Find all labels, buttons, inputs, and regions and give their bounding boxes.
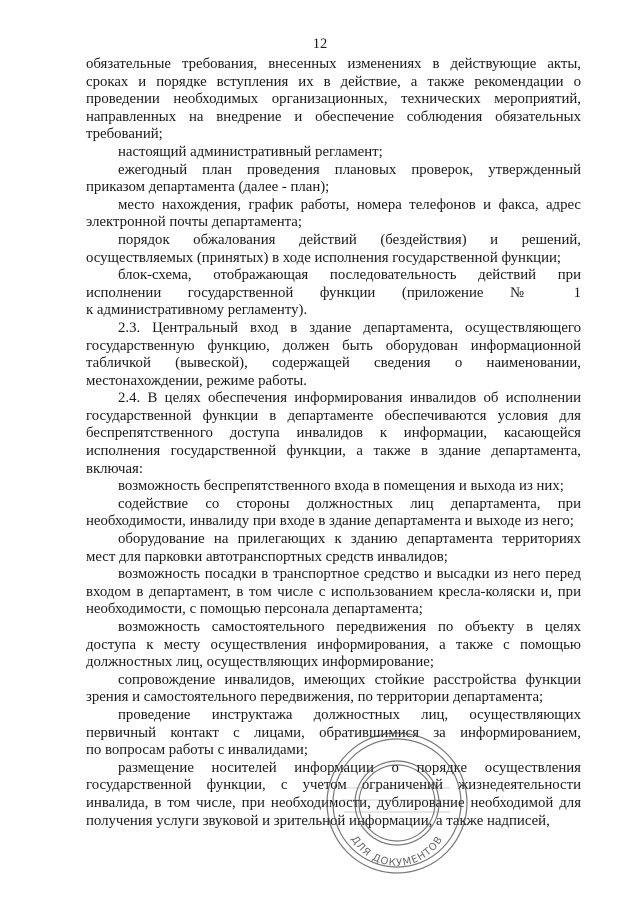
text-line: входом в департамент, в том числе с использованием кресла-коляски и, при (86, 583, 581, 600)
official-stamp-icon (322, 728, 472, 878)
text-line: должностных лиц, осуществляющих информирование; (86, 654, 434, 671)
text-line: к административному регламенту). (86, 302, 308, 319)
text-line: порядок обжалования действий (бездействия) и решений, (118, 231, 581, 248)
text-line: содействие со стороны должностных лиц департамента, при (118, 495, 581, 512)
text-line: беспрепятственного доступа инвалидов к информации, касающейся (86, 425, 581, 442)
text-line: направленных на внедрение и обеспечение соблюдения обязательных (86, 108, 581, 125)
text-line: ежегодный план проведения плановых проверок, утвержденный (118, 161, 581, 178)
text-line: получения услуги звуковой и зрительной информации, а также надписей, (86, 812, 550, 829)
text-line: 2.3. Центральный вход в здание департамента, осуществляющего (118, 319, 581, 336)
page-number: 12 (312, 36, 328, 52)
text-line: возможность беспрепятственного входа в помещения и выхода из них; (118, 478, 564, 495)
text-line: государственной функции, с учетом ограничений жизнедеятельности (86, 777, 581, 794)
text-line: электронной почты департамента; (86, 214, 302, 231)
text-line: приказом департамента (далее - план); (86, 179, 330, 196)
text-line: место нахождения, график работы, номера телефонов и факса, адрес (118, 196, 581, 213)
text-line: настоящий административный регламент; (118, 143, 383, 160)
text-line: исполнении государственной функции (приложение № 1 (86, 284, 581, 301)
text-line: проведении необходимых организационных, технических мероприятий, (86, 91, 581, 108)
text-line: требований; (86, 126, 163, 143)
text-line: государственную функцию, должен быть оборудован информационной (86, 337, 581, 354)
text-line: необходимости, с помощью персонала департамента; (86, 601, 423, 618)
text-line: сопровождение инвалидов, имеющих стойкие расстройства функции (118, 671, 581, 688)
text-line: включая: (86, 460, 143, 477)
text-line: мест для парковки автотранспортных средств инвалидов; (86, 548, 448, 565)
text-line: размещение носителей информации о порядке осуществления (118, 759, 581, 776)
text-line: блок-схема, отображающая последовательность действий при (118, 267, 581, 284)
svg-text:ДЛЯ ДОКУМЕНТОВ: ДЛЯ ДОКУМЕНТОВ (348, 834, 446, 869)
text-line: проведение инструктажа должностных лиц, осуществляющих (118, 706, 581, 723)
text-line: возможность самостоятельного передвижения по объекту в целях (118, 619, 581, 635)
text-line: возможность посадки в транспортное средство и высадки из него перед (118, 566, 581, 583)
text-line: сроках и порядке вступления их в действие, а также рекомендации о (86, 73, 581, 90)
text-line: инвалида, в том числе, при необходимости, дублирование необходимой для (86, 794, 581, 811)
text-line: доступа к месту осуществления информирования, а также с помощью (86, 636, 581, 653)
text-line: зрения и самостоятельного передвижения, по территории департамента; (86, 689, 544, 706)
text-line: местонахождении, режиме работы. (86, 372, 307, 389)
text-line: оборудование на прилегающих к зданию департамента территориях (118, 531, 581, 548)
text-line: первичный контакт с лицами, обратившимися за информированием, (86, 724, 581, 741)
text-line: необходимости, инвалиду при входе в здание департамента и выходе из него; (86, 513, 574, 530)
text-line: 2.4. В целях обеспечения информирования инвалидов об исполнении (118, 390, 581, 407)
text-line: исполнения государственной функции, а также в здание департамента, (86, 443, 581, 460)
text-line: табличкой (вывеской), содержащей сведения о наименовании, (86, 355, 581, 372)
text-line: обязательные требования, внесенных изменениях в действующие акты, (86, 56, 581, 72)
text-line: государственной функции в департаменте обеспечиваются условия для (86, 407, 581, 424)
document-body (86, 56, 581, 830)
text-line: осуществляемых (принятых) в ходе исполнения государственной функции; (86, 249, 562, 266)
text-line: по вопросам работы с инвалидами; (86, 742, 308, 759)
